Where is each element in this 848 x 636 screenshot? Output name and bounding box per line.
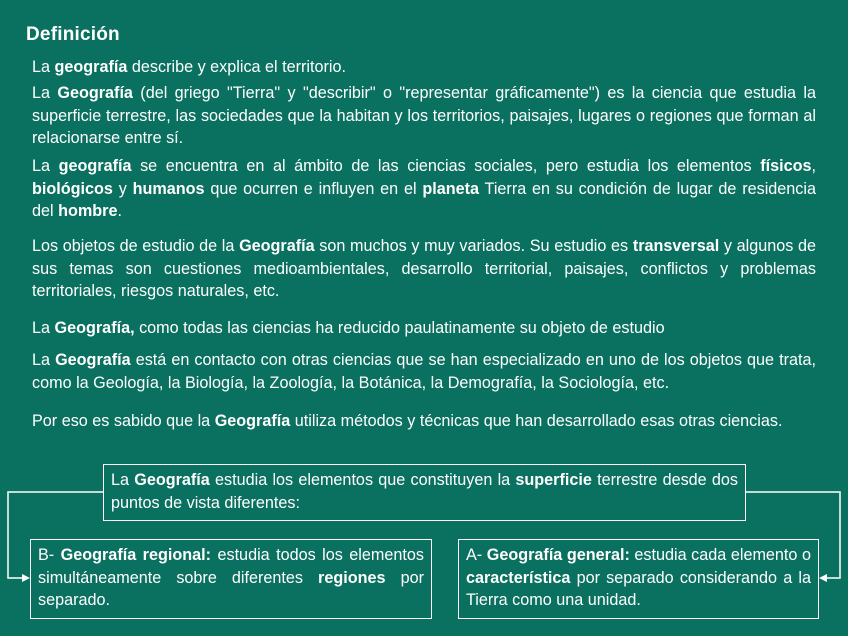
bold-text: Geografía: [134, 471, 210, 489]
text-run: Por eso es sabido que la: [32, 412, 215, 430]
bold-text: transversal: [632, 237, 720, 255]
bold-text: Geografía: [55, 351, 131, 369]
bold-text: Geografía: [214, 412, 291, 430]
arrowhead-left: [22, 574, 30, 582]
bold-text: geografía: [58, 157, 132, 175]
text-run: Tierra en su condición de lugar de residencia del: [32, 179, 816, 220]
text-run: se encuentra en al ámbito de las ciencias sociales, pero estudia los elementos: [131, 157, 761, 175]
text-run: La: [32, 84, 58, 102]
bold-text: Geografía,: [54, 319, 135, 337]
bold-text: regiones: [318, 568, 386, 587]
text-run: terrestre desde dos puntos de vista diferentes:: [111, 471, 738, 512]
text-run: por separado considerando a la Tierra como una unidad.: [466, 568, 811, 609]
text-run: La: [32, 351, 56, 369]
text-run: B-: [38, 546, 61, 564]
bold-text: Geografía: [57, 84, 133, 102]
bold-text: Geografía: [239, 237, 315, 255]
text-run: son muchos y muy variados. Su estudio es: [314, 237, 633, 255]
text-run: .: [117, 202, 122, 220]
box-regional-geography: [30, 539, 432, 619]
text-run: A-: [466, 546, 487, 564]
page-title: Definición: [26, 24, 120, 45]
bold-text: superficie: [515, 471, 592, 489]
text-run: Los objetos de estudio de la: [32, 237, 240, 255]
text-run: ,: [811, 157, 816, 175]
text-run: describe y explica el territorio.: [127, 58, 347, 76]
bold-text: Geografía regional:: [60, 546, 212, 564]
text-run: por separado.: [38, 568, 424, 609]
bold-text: humanos: [132, 179, 205, 198]
text-run: estudia los elementos que constituyen la: [209, 471, 516, 489]
box-two-viewpoints: [103, 464, 746, 521]
text-run: La: [111, 471, 135, 489]
bold-text: biológicos: [32, 179, 113, 198]
bold-text: geografía: [54, 58, 128, 76]
text-run: como todas las ciencias ha reducido paulatinamente su objeto de estudio: [134, 319, 665, 337]
bold-text: Geografía general:: [486, 546, 630, 564]
text-run: y algunos de sus temas son cuestiones medioambientales, desarrollo territorial, paisajes, conflictos y problemas territoriales, riesgos naturales, etc.: [32, 237, 816, 300]
text-run: que ocurren e influyen en el: [204, 179, 423, 198]
bold-text: físicos: [760, 157, 812, 175]
text-run: estudia cada elemento o: [629, 546, 811, 564]
bold-text: hombre: [58, 202, 118, 220]
text-run: (del griego "Tierra" y "describir" o "representar gráficamente") es la ciencia que estudia la superficie terrestre, las sociedades que la habitan y los territorios, paisajes, lugares o regiones que forman al relacionarse entre sí.: [32, 84, 816, 147]
text-run: La: [32, 58, 55, 76]
text-run: La: [32, 319, 55, 337]
text-run: y: [112, 179, 133, 198]
box-general-geography: [458, 539, 819, 619]
arrowhead-right: [819, 574, 827, 582]
text-run: estudia todos los elementos simultáneamente sobre diferentes: [38, 546, 424, 587]
text-run: La: [32, 157, 59, 175]
text-run: está en contacto con otras ciencias que se han especializado en uno de los objetos que trata, como la Geología, la Biología, la Zoología, la Botánica, la Demografía, la Sociología, etc.: [32, 351, 817, 392]
text-run: utiliza métodos y técnicas que han desarrollado esas otras ciencias.: [290, 412, 783, 430]
bold-text: planeta: [422, 179, 480, 198]
bold-text: característica: [466, 568, 571, 587]
